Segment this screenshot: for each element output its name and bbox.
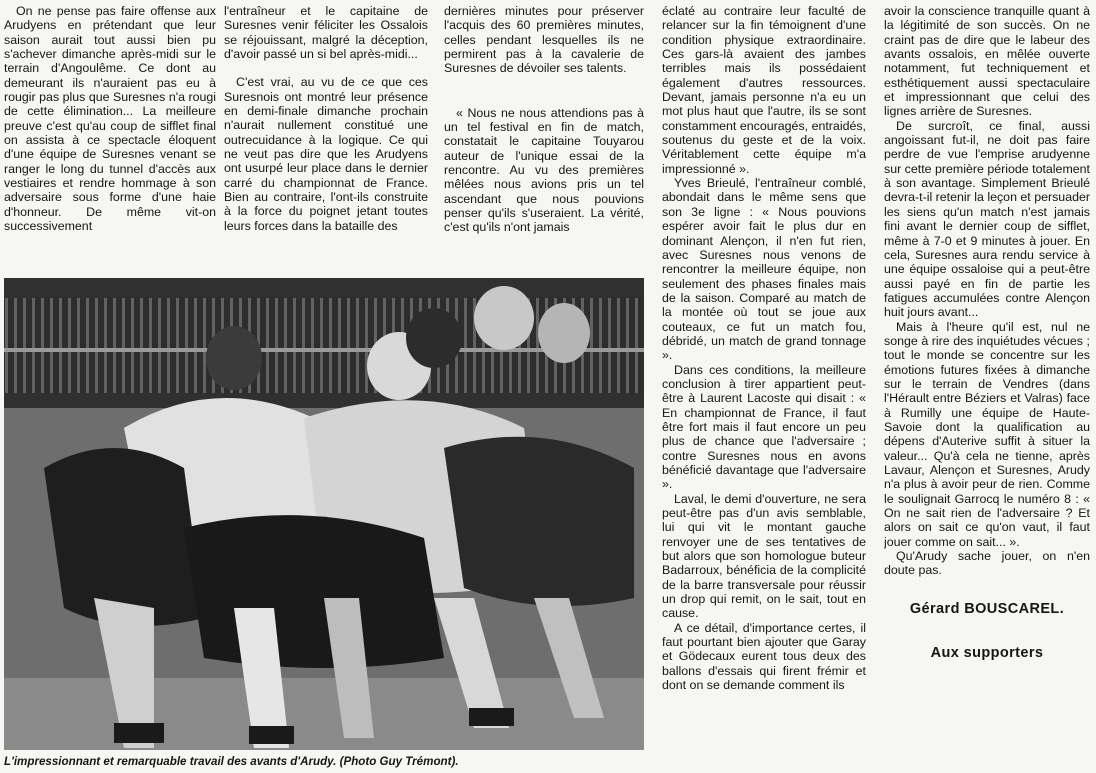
article-column-2 (224, 4, 428, 272)
section-subhead: Aux supporters (930, 645, 1044, 662)
paragraph: dernières minutes pour préserver l'acquis des 60 premières minutes, celles pendant lesquelles ils ne permirent pas à la cavalerie de Suresnes de dévoiler ses talents. (444, 4, 644, 76)
paragraph: C'est vrai, au vu de ce que ces Suresnois ont montré leur présence en demi-finale dimanche prochain n'aurait nullement constitué une outrecuidance à la logique. Ce qui ne veut pas dire que les Arudyens ont usurpé leur place dans le dernier carré du championnat de France. Bien au contraire, l'ont-ils construite à la force du poignet jetant toutes leurs forces dans la bataille des (224, 75, 428, 233)
paragraph: l'entraîneur et le capitaine de Suresnes venir féliciter les Ossalois se réjouissant, malgré la déception, d'avoir passé un si bel après-midi... (224, 4, 428, 62)
paragraph: Yves Brieulé, l'entraîneur comblé, abondait dans le même sens que son 3e ligne : « Nous pouvions espérer avoir fait le plus dur en dominant Alençon, il n'en fut rien, avec Suresnes nous venons de rencontrer la meilleure équipe, non seulement des phases finales mais de la saison. Comparé au match de la montée où tout se joue aux couteaux, ce fut un match fou, débridé, un match de grand tonnage ». (662, 176, 866, 363)
paragraph: Laval, le demi d'ouverture, ne sera peut-être pas d'un avis semblable, lui qui vit le montant gauche renvoyer une de ses tentatives de but alors que son homologue buteur Badarroux, bénéficia de la complicité de la barre transversale pour réussir un drop qui remit, on le sait, tout en cause. (662, 491, 866, 621)
paragraph: avoir la conscience tranquille quant à la légitimité de son succès. On ne craint pas de dire que le labeur des avants ossalois, en mêlée ouverte notamment, fut techniquement et esthétiquement aussi spectaculaire et impressionnant que celui des lignes arrière de Suresnes. (884, 4, 1090, 119)
article-column-1 (4, 4, 216, 272)
photo-illustration (4, 278, 644, 750)
paragraph: Qu'Arudy sache jouer, on n'en doute pas. (884, 549, 1090, 578)
paragraph: Mais à l'heure qu'il est, nul ne songe à rire des inquiétudes vécues ; tout le monde se concentre sur les émotions futures fixées à dimanche sur le terrain de Vendres (dans l'Hérault entre Béziers et Valras) face à Rumilly une équipe de Haute-Savoie dont la qualification au dépens d'Auterive suffit à situer la valeur... Qu'à cela ne tienne, après Lavaur, Alençon et Suresnes, Arudy n'a plus à avoir peur de rien. Comme le soulignait Garrocq le numéro 8 : « On ne sait rien de l'adversaire ? Et alors on sait ce qu'on vaut, il faut jouer comme on sait... ». (884, 319, 1090, 549)
paragraph: éclaté au contraire leur faculté de relancer sur la fin témoignent d'une condition physique extraordinaire. Ces gars-là avaient des jambes terribles mais ils possédaient également d'autres ressources. Devant, jamais personne n'a eu un mot plus haut que l'autre, ils se sont constamment encouragés, entraidés, soutenus du geste et de la voix. Véritablement cette équipe m'a impressionné ». (662, 4, 866, 176)
rugby-scrum-photo (4, 278, 644, 750)
article-column-4 (662, 4, 866, 773)
quote-paragraph: « Nous ne nous attendions pas à un tel festival en fin de match, constatait le capitaine Touyarou auteur de l'unique essai de la rencontre. Au vu des premières mêlées nous avions pris un tel ascendant que nous pouvions penser qu'ils s'useraient. La vérité, c'est qu'ils n'ont jamais (444, 105, 644, 235)
paragraph: On ne pense pas faire offense aux Arudyens en prétendant que leur saison aurait tout aussi bien pu s'achever dimanche après-midi sur le terrain d'Angoulême. Ce dont au demeurant ils n'auraient pas eu à rougir pas plus que Suresnes n'a rougi de cette élimination... La meilleure preuve c'est qu'au coup de sifflet final on assista à ce spectacle éloquent d'une équipe de Suresnes venant se ranger le long du tunnel d'accès aux vestiaires et rendre hommage à son adversaire sous forme d'une haie d'honneur. De même vit-on successivement (4, 4, 216, 234)
article-column-5 (884, 4, 1090, 773)
author-signature: Gérard BOUSCAREL. (909, 600, 1065, 617)
photo-caption: L'impressionnant et remarquable travail des avants d'Arudy. (Photo Guy Trémont). (4, 755, 459, 768)
article-column-3 (444, 4, 644, 272)
paragraph: De surcroît, ce final, aussi angoissant fut-il, ne doit pas faire perdre de vue l'emprise arudyenne sur cette première période totalement à son avantage. Simplement Brieulé devra-t-il retenir la leçon et persuader les siens qu'un match n'est jamais fini avant le dernier coup de sifflet, même à 7-0 et 9 minutes à jouer. En cela, Suresnes aura rendu service à une équipe ossaloise qui a peut-être aussi payé en fin de partie les fatigues accumulées contre Alençon huit jours avant... (884, 118, 1090, 320)
paragraph: Dans ces conditions, la meilleure conclusion à tirer appartient peut-être à Laurent Lacoste qui disait : « En championnat de France, il faut être fort mais il faut encore un peu plus de chance que l'adversaire ; contre Suresnes nous en avons bénéficié davantage que l'adversaire ». (662, 362, 866, 492)
paragraph: A ce détail, d'importance certes, il faut pourtant bien ajouter que Garay et Gödecaux eurent tous deux des ballons d'essais qui firent frémir et dont on se demande comment ils (662, 620, 866, 693)
